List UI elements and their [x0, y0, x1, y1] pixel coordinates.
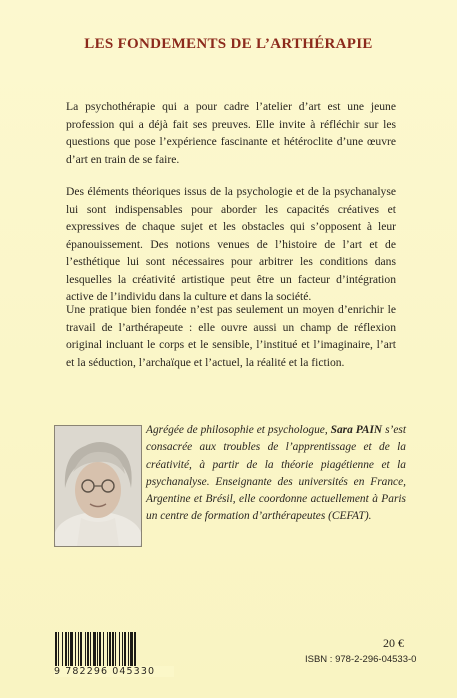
- barcode-bar: [62, 632, 63, 666]
- barcode-bar: [109, 632, 111, 666]
- barcode-bar: [90, 632, 91, 666]
- barcode-bar: [55, 632, 57, 666]
- isbn: ISBN : 978-2-296-04533-0: [305, 654, 417, 665]
- barcode-number: 9 782296 045330: [54, 666, 174, 677]
- barcode-bar: [112, 632, 114, 666]
- barcode-bar: [65, 632, 67, 666]
- author-bio: [146, 422, 406, 526]
- paragraph-1: La psychothérapie qui a pour cadre l’atelier d’art est une jeune profession qui a déjà fait ses preuves. Elle invite à réfléchir sur les questions que pose l’expérience fascinante et hétéroclite d’une œuvre d’art en train de se faire.: [66, 100, 396, 166]
- barcode-bar: [70, 632, 73, 666]
- barcode-bar: [130, 632, 133, 666]
- paragraph-2: Des éléments théoriques issus de la psychologie et de la psychanalyse lui sont indispensables pour aborder les capacités créatives et expressives de chaque sujet et les obstacles qui s’opposent à leur épanouissement. Des notions venues de l’histoire de l’art et de l’esthétique lui sont nécessaires pour arbitrer les conditions dans lesquelles la créativité artistique peut être un facteur d’intégration active de l’individu dans la culture et dans la société.: [66, 185, 396, 303]
- barcode-bar: [107, 632, 108, 666]
- barcode-bar: [58, 632, 59, 666]
- barcode-bar: [80, 632, 82, 666]
- barcode-bar: [78, 632, 79, 666]
- barcode-bar: [97, 632, 98, 666]
- book-title: LES FONDEMENTS DE L’ARTHÉRAPIE: [84, 36, 373, 52]
- bio-text: s’est consacrée aux troubles de l’apprentissage et de la créativité, à partir de la théorie piagétienne et la psychanalyse. Enseignante des universités en France, Argentine et Brésil, elle coordonne actuellement à Paris un centre de formation d’arthérapeutes (CEFAT).: [146, 424, 406, 523]
- barcode-bar: [93, 632, 96, 666]
- bio-intro: Agrégée de philosophie et psychologue,: [146, 424, 328, 436]
- barcode-bar: [85, 632, 86, 666]
- price: 20 €: [383, 636, 404, 650]
- barcode-bar: [119, 632, 120, 666]
- author-name: Sara PAIN: [330, 424, 383, 436]
- barcode-bar: [103, 632, 104, 666]
- barcode-bar: [75, 632, 76, 666]
- barcode-bar: [124, 632, 126, 666]
- barcode-bar: [68, 632, 69, 666]
- barcode-bar: [128, 632, 129, 666]
- barcode-bar: [122, 632, 123, 666]
- author-photo: [54, 425, 142, 547]
- barcode-bar: [134, 632, 136, 666]
- barcode-bar: [99, 632, 101, 666]
- paragraph-3: Une pratique bien fondée n’est pas seulement un moyen d’enrichir le travail de l’arthérapeute : elle ouvre aussi un champ de réflexion original incluant le corps et le sensible, l’institué et l’imaginaire, l’art et la séduction, l’archaïque et l’actuel, la réalité et la fiction.: [66, 303, 396, 369]
- barcode-bar: [115, 632, 116, 666]
- barcode-bar: [87, 632, 89, 666]
